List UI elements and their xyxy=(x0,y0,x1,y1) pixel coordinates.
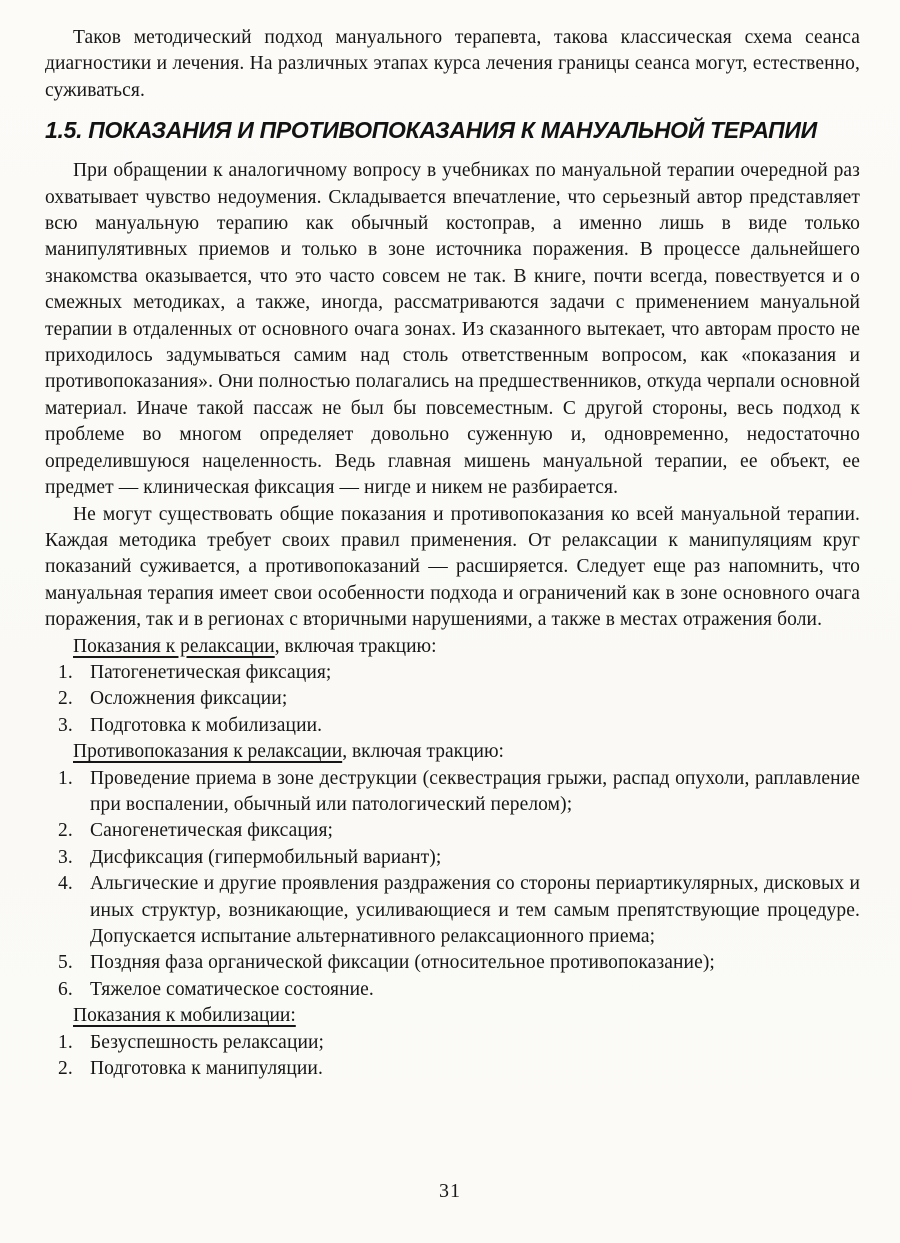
list-item: Безуспешность релаксации; xyxy=(90,1031,325,1053)
list-header-relaxation-indications xyxy=(45,634,860,660)
list-header-mobilization-indications xyxy=(45,1003,860,1029)
intro-paragraph: Таков методический подход мануального терапевта, такова классическая схема сеанса диагностики и лечения. На различных этапах курса лечения границы сеанса могут, естественно, суживаться. xyxy=(45,27,860,101)
paragraph-textbooks-critique: При обращении к аналогичному вопросу в учебниках по мануальной терапии очередной раз охватывает чувство недоумения. Складывается впечатление, что серьезный автор представляет всю мануальную терапию как обычный костоправ, а именно лишь в виде только манипулятивных приемов и только в зоне источника поражения. В процессе дальнейшего знакомства оказывается, что это часто совсем не так. В книге, почти всегда, повествуется и о смежных методиках, а также, иногда, рассматриваются задачи с применением мануальной терапии в отдаленных от основного очага зонах. Из сказанного вытекает, что авторам просто не приходилось задумываться самим над столь ответственным вопросом, как «показания и противопоказания». Они полностью полагались на предшественников, откуда черпали основной материал. Иначе такой пассаж не был бы повсеместным. С другой стороны, весь подход к проблеме во многом определяет довольно суженную и, одновременно, недостаточно определившуюся нацеленность. Ведь главная мишень мануальной терапии, ее объект, ее предмет — клиническая фиксация — нигде и никем не разбирается. xyxy=(45,160,860,499)
page-number: 31 xyxy=(439,1180,461,1202)
list-item: Саногенетическая фиксация; xyxy=(90,820,334,842)
section-heading: 1.5. ПОКАЗАНИЯ И ПРОТИВОПОКАЗАНИЯ К МАНУАЛЬНОЙ ТЕРАПИИ xyxy=(45,117,817,144)
list-item: Осложнения фиксации; xyxy=(90,688,288,710)
mobilization-indications-list xyxy=(45,1030,860,1083)
relaxation-indications-title-rest: , включая тракцию: xyxy=(274,635,437,657)
relaxation-contraindications-list xyxy=(45,766,860,1004)
list-item: Подготовка к манипуляции. xyxy=(90,1058,323,1080)
list-item: Патогенетическая фиксация; xyxy=(90,661,332,683)
list-header-relaxation-contraindications xyxy=(45,739,860,765)
relaxation-contraindications-title: Противопоказания к релаксации xyxy=(73,741,343,763)
list-item: Поздняя фаза органической фиксации (относительное противопоказание); xyxy=(90,952,715,974)
relaxation-indications-list xyxy=(45,660,860,739)
relaxation-indications-title: Показания к релаксации xyxy=(73,635,275,657)
list-item: Проведение приема в зоне деструкции (секвестрация грыжи, распад опухоли, раплавление при воспалении, обычный или патологический перелом); xyxy=(90,767,860,815)
list-item: Подготовка к мобилизации. xyxy=(90,714,323,736)
list-item: Дисфиксация (гипермобильный вариант); xyxy=(90,846,442,868)
mobilization-indications-title: Показания к мобилизации: xyxy=(73,1005,296,1027)
list-item: Альгические и другие проявления раздражения со стороны периартикулярных, дисковых и иных структур, возникающие, усиливающиеся и тем самым препятствующие процедуре. Допускается испытание альтернативного релаксационного приема; xyxy=(90,873,860,947)
list-item: Тяжелое соматическое состояние. xyxy=(90,978,374,1000)
relaxation-contraindications-title-rest: , включая тракцию: xyxy=(342,741,504,763)
paragraph-no-general-rules: Не могут существовать общие показания и противопоказания ко всей мануальной терапии. Каждая методика требует своих правил применения. От релаксации к манипуляциям круг показаний суживается, а противопоказаний — расширяется. Следует еще раз напомнить, что мануальная терапия имеет свои особенности подхода и ограничений как в зоне основного очага поражения, так и в регионах с вторичными нарушениями, а также в местах отражения боли. xyxy=(45,503,860,631)
